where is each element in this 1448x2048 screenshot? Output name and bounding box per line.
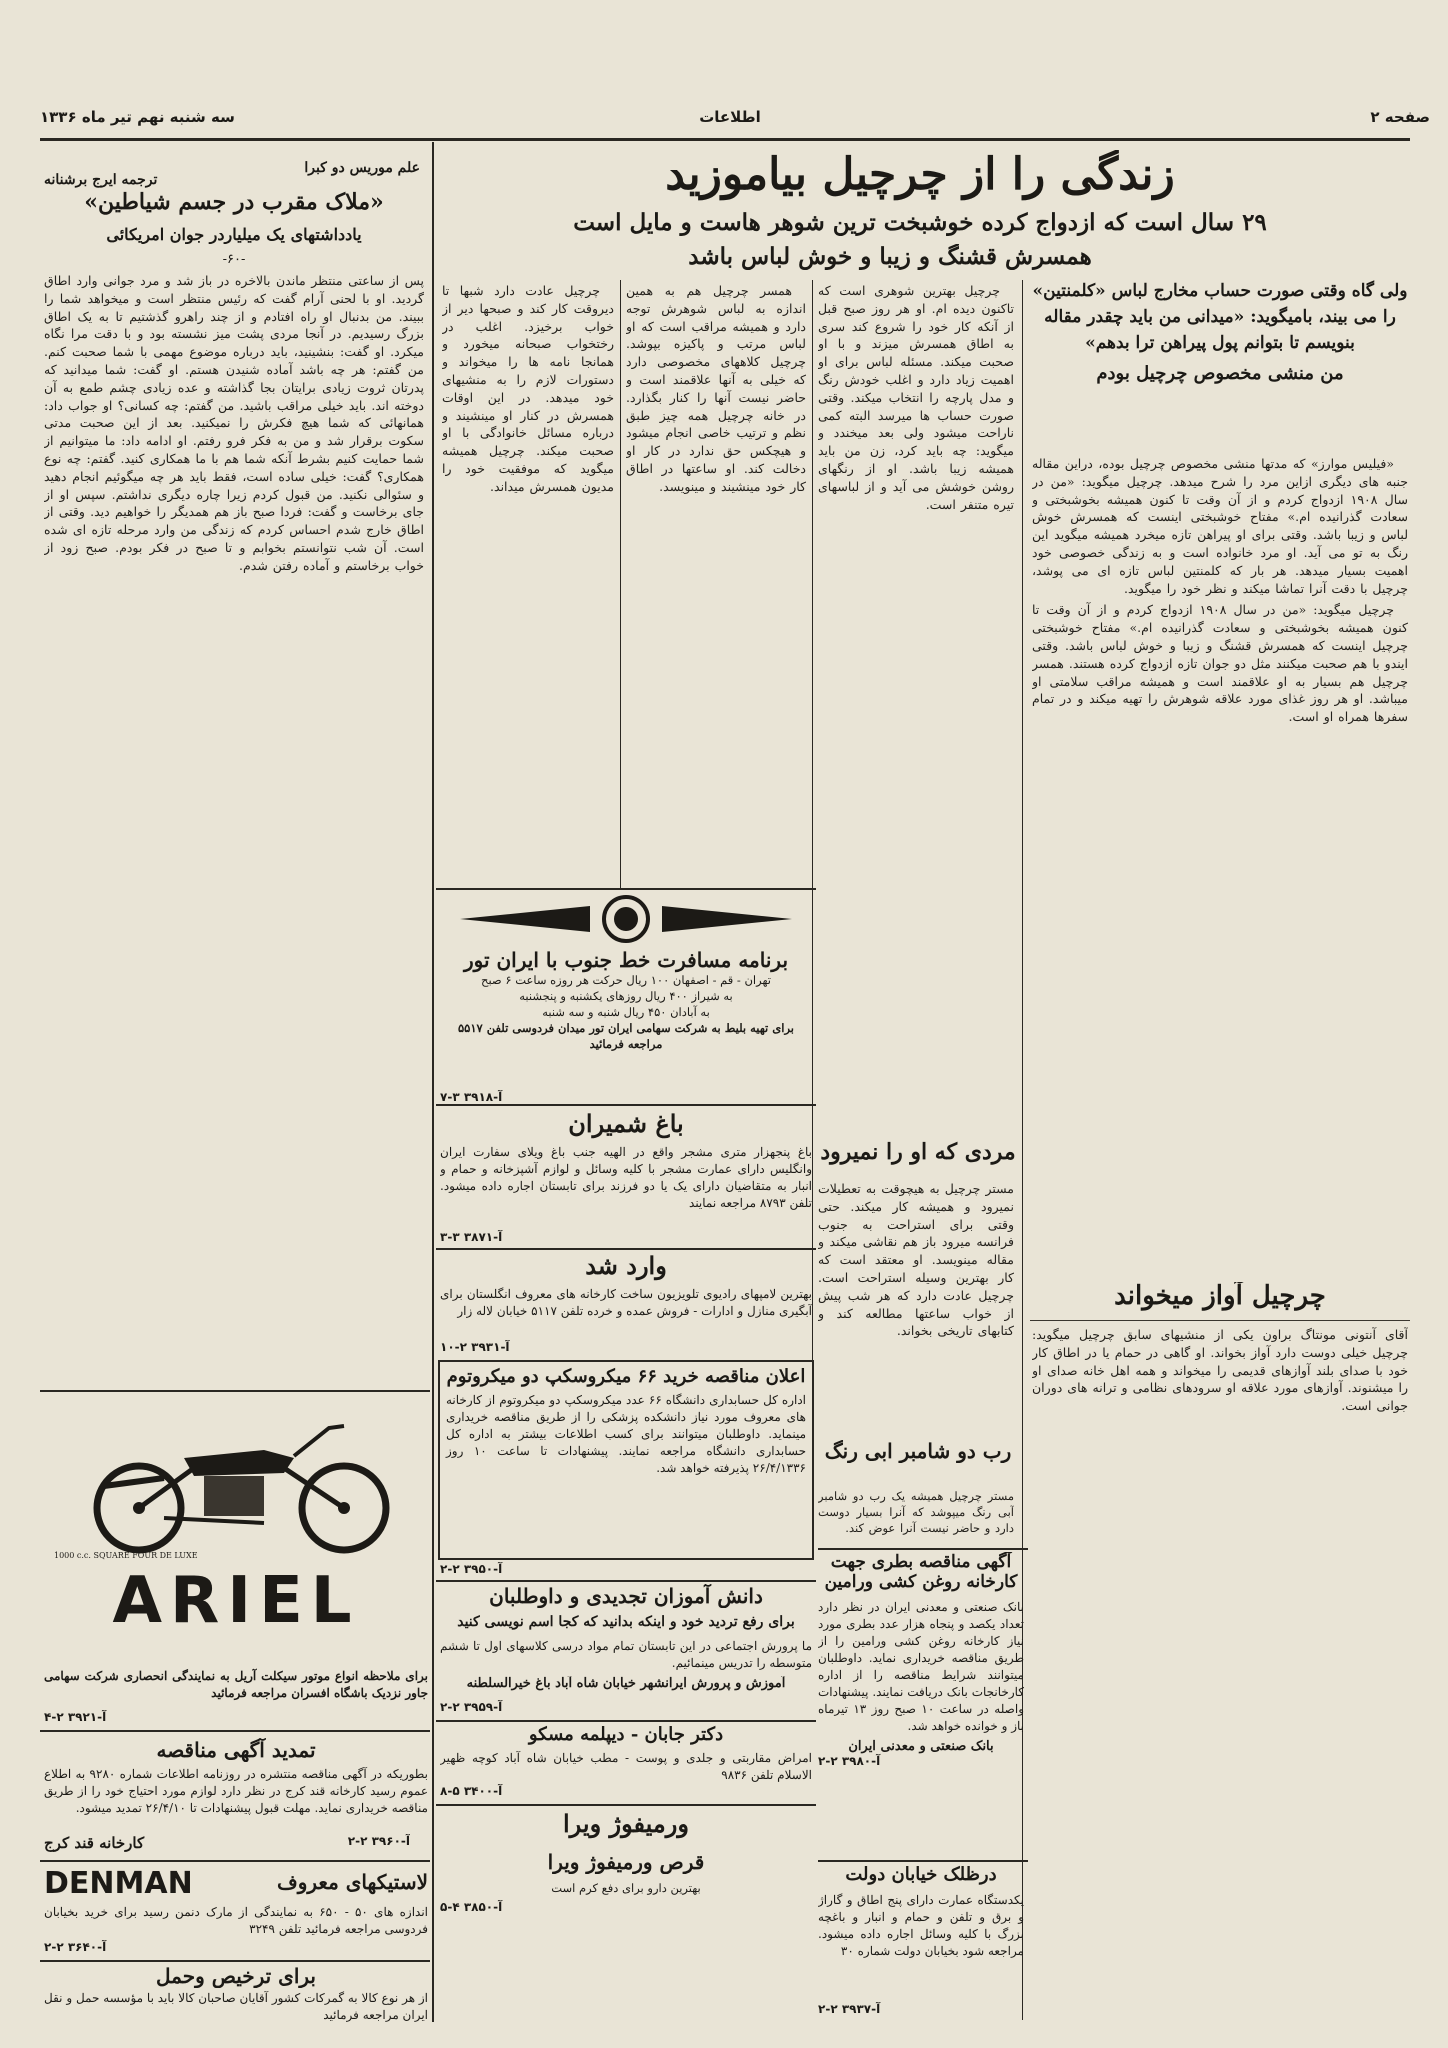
iran-tour-line-2: به شیراز ۴۰۰ ریال روزهای یکشنبه و پنجشنبه (519, 989, 733, 1003)
danesh-foot: آموزش و پرورش ایرانشهر خیابان شاه آباد باغ خیرالسلطنه (466, 1676, 786, 1691)
tamdid-rule (40, 1730, 430, 1732)
churchill-col-2-text: چرچیل بهترین شوهری است که تاکنون دیده ام. او هر روز صبح قبل از آنکه کار خود را شروع کند سری به اطاق همسرش میزند و با او صحبت میکند. مسئله لباس برای او اهمیت زیاد دارد و اغلب خودش رنگ و مدل پارچه را انتخاب میکند. وقتی صورت حساب ها میرسد البته کمی ناراحت میشود ولی بعد میخندد و میگوید: چه باید کرد، زن من باید همیشه زیبا باشد. او از رنگهای روشن خوشش می آید و از لباسهای تیره متنفر است. (818, 283, 1014, 512)
churchill-intro-box (1030, 278, 1410, 448)
issue-date: سه شنبه نهم تیر ماه ۱۳۳۶ (40, 108, 235, 126)
singing-rule (1030, 1320, 1410, 1321)
ariel-ad (44, 1398, 428, 1668)
ariel-rule (40, 1390, 430, 1392)
doctor-title: دکتر جابان - دیپلمه مسکو (528, 1724, 724, 1745)
denman-code: آ-۳۶۴۰ ۲-۲ (44, 1940, 107, 1954)
iran-tour-line-4: برای تهیه بلیط به شرکت سهامی ایران تور میدان فردوسی تلفن ۵۵۱۷ مراجعه فرمائید (457, 1021, 795, 1051)
bottle-tender-code: آ-۳۹۸۰ ۲-۲ (818, 1753, 881, 1768)
bottle-tender-foot: بانک صنعتی و معدنی ایران (848, 1738, 994, 1754)
danesh-rule (436, 1580, 816, 1582)
vared-code: آ-۳۹۳۱ ۲-۱۰ (440, 1340, 510, 1354)
churchill-col-1-text: «فیلیس موارز» که مدتها منشی مخصوص چرچیل بوده، دراین مقاله جنبه های دیگری ازاین مرد را شرح میدهد. چرچیل میگوید: «من در سال ۱۹۰۸ ازدواج کردم و از آن وقت تا کنون همیشه بخوشبختی و سعادت گذرانیده ام.» مفتاح خوشبختی اینست که همسرش خوش لباس و زیبا باشد. وقتی برای او پیراهن تازه میخرد همیشه میگوید این رنگ به تو می آید. او مرد خانواده است و به زندگی خصوصی خود اهمیت بسیار میدهد. هر بار که کلمنتین لباس تازه ای می پوشد، چرچیل با دقت آنرا تماشا میکند و نظر خود را میگوید. (1032, 456, 1408, 596)
page-label: صفحه ۲ (1370, 108, 1430, 126)
serial-number: -۶۰- (222, 252, 246, 267)
robe-headline: رب دو شامبر ابی رنگ (824, 1440, 1012, 1463)
tamdid-code: آ-۳۹۶۰ ۲-۲ (347, 1834, 410, 1848)
robe-text: مستر چرچیل همیشه یک رب دو شامبر آبی رنگ میپوشد که آنرا بسیار دوست دارد و حاضر نیست آنرا عوض کند. (818, 1489, 1014, 1535)
denman-text: اندازه های ۵۰ - ۶۵۰ به نمایندگی از مارک دنمن رسید برای خرید بخیابان فردوسی مراجعه فرمائید تلفن ۳۲۴۹ (44, 1905, 428, 1936)
vermifuge-text: بهترین دارو برای دفع کرم است (551, 1881, 701, 1895)
iran-tour-rule (436, 888, 816, 890)
microscope-tender-ad (438, 1360, 814, 1560)
dolat-code: آ-۳۹۳۷ ۲-۲ (818, 2002, 881, 2016)
tamdid-foot: کارخانه قند کرج (44, 1834, 145, 1852)
churchill-box-head: ولی گاه وقتی صورت حساب مخارج لباس «کلمنتین» را می بیند، بامیگوید: «میدانی من باید چقدر مقاله بنویسم تا بتوانم پول پیراهن ترا بدهم» (1032, 281, 1408, 353)
vermifuge-sub: قرص ورمیفوژ ویرا (547, 1850, 705, 1874)
churchill-col-5-text: چرچیل میگوید: «من در سال ۱۹۰۸ ازدواج کردم و از آن وقت تا کنون همیشه بخوشبختی و سعادت گذرانیده ام.» مفتاح خوشبختی چرچیل اینست که همسرش قشنگ و زیبا و خوش لباس باشد. وقتی ایندو با هم صحبت میکنند مثل دو جوان تازه ازدواج کرده هستند. همسر چرچیل هم بسیار به او علاقمند است و همیشه مراقب سلامتی او میباشد. او هر روز غذای مورد علاقه شوهرش را تهیه میکند و در تمام سفرها همراه او است. (1032, 602, 1408, 725)
churchill-box-sub: من منشی مخصوص چرچیل بودم (1096, 363, 1344, 384)
dolat-rule (818, 1860, 1028, 1862)
bagh-text: باغ پنجهزار متری مشجر واقع در الهیه جنب باغ ویلای سفارت ایران وانگلیس دارای عمارت مشجر با کلیه وسائل و لوازم آشپزخانه و حمام و انبار به متقاضیان دارای یک یا دو فرزند برای تابستان اجاره داده میشود. تلفن ۸۷۹۳ مراجعه نمایند (440, 1145, 812, 1210)
vermifuge-code: آ-۳۸۵۰ ۴-۵ (440, 1900, 503, 1914)
tarkhis-text: از هر نوع کالا به گمرکات کشور آقایان صاحبان کالا باید با مؤسسه حمل و نقل ایران مراجعه فرمائید (44, 1991, 428, 2022)
danesh-code: آ-۳۹۵۹ ۲-۲ (440, 1700, 503, 1714)
tarkhis-rule (40, 1960, 430, 1962)
denman-ad (44, 1866, 428, 1902)
serial-text: پس از ساعتی منتظر ماندن بالاخره در باز شد و مرد جوانی وارد اطاق گردید. او با لحنی آرام گفت که رئیس منتظر است و میخواهد شما را ببیند. من بدنبال او راه افتادم و از چند راهرو گذشتیم تا به یک اطاق بزرگ رسیدیم. در آنجا مردی پشت میز نشسته بود و با دقت مرا نگاه میکرد. او گفت: بنشینید، باید درباره موضوع مهمی با شما صحبت کنم. من گفتم: هر چه باشد آماده شنیدن هستم. او گفت: شما میدانید که پدرتان ثروت زیادی برایتان بجا گذاشته و عده زیادی چشم طمع به آن دوخته اند. باید خیلی مراقب باشید. من گفتم: چه کسانی؟ او جواب داد: همانهائی که شما هیچ فکرش را نمیکنید. بعد از این صحبت مدتی سکوت برقرار شد و من به فکر فرو رفتم. او ادامه داد: ما میتوانیم از شما حمایت کنیم بشرط آنکه شما هم با ما همکاری کنید. گفتم: چه نوع همکاری؟ گفت: خیلی ساده است، فقط باید هر چه میگوئیم انجام دهید و سئوالی نکنید. من قبول کردم زیرا چاره دیگری نداشتم. سپس او از جای برخاست و گفت: فردا صبح باز هم همدیگر را خواهیم دید. وقتی از اطاق خارج شدم احساس کردم که زندگی من وارد مرحله تازه ای شده است. آن شب نتوانستم بخوابم و تا صبح در فکر بودم. صبح زود از خواب برخاستم و آماده رفتن شدم. (44, 273, 424, 573)
vared-title: وارد شد (585, 1252, 667, 1280)
winged-logo-icon (440, 894, 812, 944)
motorcycle-illustration (44, 1398, 428, 1558)
iran-tour-line-1: تهران - قم - اصفهان ۱۰۰ ریال حرکت هر روزه ساعت ۶ صبح (481, 973, 771, 987)
col-divider-b (812, 280, 813, 1540)
doctor-rule (436, 1720, 816, 1722)
danesh-text: ما پرورش اجتماعی در این تابستان تمام مواد درسی کلاسهای اول تا ششم متوسطه را تدریس مینمائیم. (440, 1639, 812, 1670)
dolat-text: یکدستگاه عمارت دارای پنج اطاق و گاراژ و برق و تلفن و حمام و انبار و باغچه بزرگ با کلیه وسائل اجاره داده میشود. مراجعه شود بخیابان دولت شماره ۳۰ (818, 1893, 1024, 1958)
bottle-tender-text: بانک صنعتی و معدنی ایران در نظر دارد تعداد یکصد و پنجاه هزار عدد بطری مورد نیاز کارخانه روغن کشی ورامین را از طریق مناقصه خریداری نماید. داوطلبان میتوانند شرایط مناقصه را از اداره کارخانجات بانک دریافت نمایند. پیشنهادات واصله در ساعت ۱۰ صبح روز ۱۳ تیرماه باز و خوانده خواهد شد. (818, 1599, 1024, 1733)
doctor-text: امراض مقاربتی و جلدی و پوست - مطب خیابان شاه آباد کوچه ظهیر الاسلام تلفن ۹۸۳۶ (440, 1751, 812, 1782)
serial-author: علم موریس دو کبرا (304, 160, 420, 176)
tarkhis-title: برای ترخیص وحمل (156, 1964, 316, 1988)
microscope-title: اعلان مناقصه خرید ۶۶ میکروسکپ دو میکروتوم (446, 1366, 806, 1387)
bagh-rule (436, 1104, 816, 1106)
iran-tour-title: برنامه مسافرت خط جنوب با ایران تور (463, 948, 789, 972)
churchill-col-4 (442, 282, 614, 882)
churchill-headline: زندگی را از چرچیل بیاموزید (665, 150, 1175, 200)
denman-rule (40, 1860, 430, 1862)
bottle-tender-title: آگهی مناقصه بطری جهت کارخانه روغن کشی ورامین (824, 1552, 1018, 1593)
churchill-subhead-2: همسرش قشنگ و زیبا و خوش لباس باشد (688, 244, 1092, 270)
header-rule (40, 138, 1410, 141)
col-divider-c (620, 280, 621, 890)
bagh-title: باغ شمیران (568, 1110, 684, 1138)
iran-tour-ad (440, 894, 812, 1094)
denman-brand: DENMAN (44, 1866, 193, 1901)
microscope-text: اداره کل حسابداری دانشگاه ۶۶ عدد میکروسکپ دو میکروتوم از کارخانه های معروف مورد نیاز دانشکده پزشکی را از طریق مناقصه خریداری مینماید. داوطلبان میتوانند برای کسب اطلاعات بیشتر به اداره کل حسابداری دانشگاه مراجعه نمایند. پیشنهادات تا ساعت ۱۰ روز ۲۶/۴/۱۳۳۶ پذیرفته خواهد شد. (446, 1392, 807, 1475)
dolat-title: درظلک خیابان دولت (845, 1864, 997, 1885)
vared-rule (436, 1248, 816, 1250)
churchill-col-3-text: همسر چرچیل هم به همین اندازه به لباس شوهرش توجه دارد و همیشه مراقب است که او لباس مرتب و پاکیزه بپوشد. چرچیل کلاههای مخصوصی دارد که خیلی به آنها علاقمند است و حاضر نیست آنها را کنار بگذارد. در خانه چرچیل همه چیز طبق نظم و ترتیب خاصی انجام میشود و هیچکس حق ندارد در کار او دخالت کند. او ساعتها در اطاق کار خود مینشیند و مینویسد. (626, 283, 806, 494)
tamdid-text: بطوریکه در آگهی مناقصه منتشره در روزنامه اطلاعات شماره ۹۲۸۰ به اطلاع عموم رسید کارخانه قند کرج در نظر دارد لوازم مورد احتیاج خود را از طریق مناقصه خریداری نماید. مهلت قبول پیشنهادات تا ۲۶/۴/۱۰ تمدید میشود. (44, 1767, 428, 1815)
danesh-title: دانش آموزان تجدیدی و داوطلبان (489, 1584, 763, 1608)
vermifuge-rule (436, 1804, 816, 1806)
serial-title: «ملاک مقرب در جسم شیاطین» (84, 190, 384, 215)
churchill-col-1 (1032, 455, 1408, 1275)
ariel-ad-code: آ-۳۹۲۱ ۲-۴ (44, 1710, 107, 1724)
mardi-headline: مردی که او را نمیرود (820, 1140, 1016, 1165)
bottle-tender-ad (818, 1552, 1024, 1852)
churchill-singing-text: آقای آنتونی مونتاگ براون یکی از منشیهای سابق چرچیل میگوید: چرچیل خیلی دوست دارد آواز بخواند. او گاهی در حمام یا در اطاق کار خود با صدای بلند آوازهای قدیمی را میخواند و همه اهل خانه صدای او را میشنوند. آوازهای مورد علاقه او سرودهای نظامی و ترانه های دوران جوانی است. (1032, 1327, 1408, 1414)
iran-tour-line-3: به آبادان ۴۵۰ ریال شنبه و سه شنبه (542, 1005, 710, 1019)
bottle-tender-rule (818, 1548, 1028, 1550)
vermifuge-title: ورمیفوژ ویرا (563, 1810, 689, 1838)
vared-text: بهترین لامپهای رادیوی تلویزیون ساخت کارخانه های معروف انگلستان برای آبگیری منازل و ادارات - فروش عمده و خرده تلفن ۵۱۱۷ خیابان لاله زار (440, 1287, 812, 1318)
churchill-singing-head: چرچیل آواز میخواند (1114, 1282, 1326, 1311)
serial-subtitle: یادداشتهای یک میلیاردر جوان امریکائی (106, 226, 362, 244)
churchill-col-4-text: چرچیل عادت دارد شبها تا دیروقت کار کند و صبحها دیر از خواب برخیزد. اغلب در رختخواب صبحانه میخورد و همانجا نامه ها را میخواند و دستورات لازم را به منشیهای خود میدهد. در این اوقات همسرش در کنار او مینشیند و درباره مسائل خانوادگی با او صحبت میکند. چرچیل همیشه میگوید که موفقیت خود را مدیون همسرش میداند. (442, 283, 614, 494)
tamdid-title: تمدید آگهی مناقصه (156, 1738, 316, 1762)
doctor-code: آ-۳۴۰۰ ۵-۸ (440, 1784, 503, 1798)
ariel-brand: ARIEL (112, 1564, 360, 1638)
churchill-col-2 (818, 282, 1014, 1222)
ariel-model-caption: 1000 c.c. SQUARE FOUR DE LUXE (54, 1551, 198, 1560)
ariel-ad-text: برای ملاحظه انواع موتور سیکلت آریل به نمایندگی انحصاری شرکت سهامی جاور نزدیک باشگاه افسران مراجعه فرمائید (44, 1669, 428, 1700)
churchill-subhead-1: ۲۹ سال است که ازدواج کرده خوشبخت ترین شوهر هاست و مایل است (573, 210, 1267, 236)
column-divider (432, 142, 434, 2022)
serial-translator: ترجمه ایرج برشنانه (44, 172, 158, 188)
bagh-code: آ-۳۸۷۱ ۳-۳ (440, 1230, 503, 1244)
danesh-sub: برای رفع تردید خود و اینکه بدانید که کجا اسم نویسی کنید (457, 1614, 795, 1630)
denman-title: لاستیکهای معروف (277, 1870, 428, 1894)
mardi-text: مستر چرچیل به هیچوقت به تعطیلات نمیرود و همیشه کار میکند. حتی وقتی برای استراحت به جنوب فرانسه میرود باز هم نقاشی میکند و مقاله مینویسد. او معتقد است که کار بهترین وسیله استراحت است. چرچیل عادت دارد که هر شب پیش از خواب ساعتها مطالعه کند و کتابهای تاریخی بخواند. (818, 1181, 1014, 1339)
iran-tour-code: آ-۳۹۱۸ ۳-۷ (440, 1090, 503, 1104)
microscope-code: آ-۳۹۵۰ ۲-۲ (440, 1562, 503, 1576)
churchill-col-3 (626, 282, 806, 882)
paper-name: اطلاعات (699, 108, 761, 126)
